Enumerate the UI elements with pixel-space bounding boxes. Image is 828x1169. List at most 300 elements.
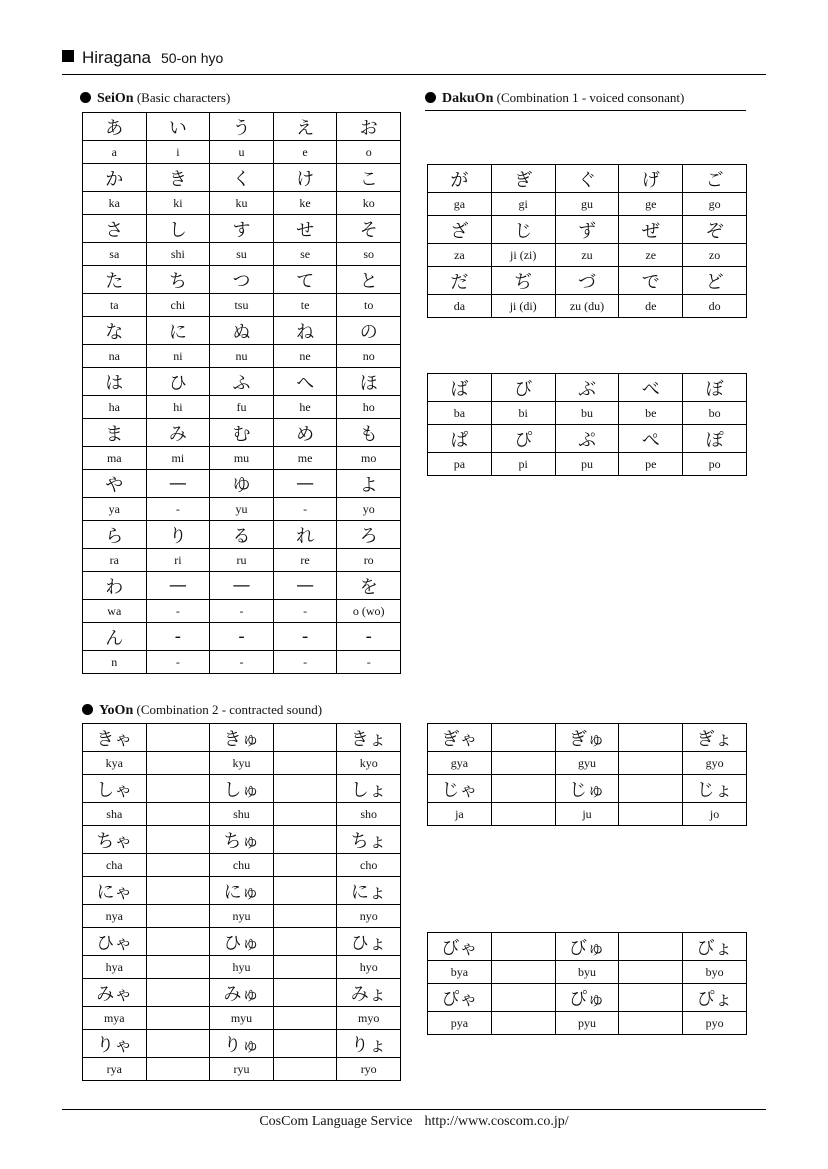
romaji-cell: ma: [83, 447, 147, 470]
kana-cell: ぺ: [619, 425, 683, 453]
romaji-cell: [146, 803, 210, 826]
kana-cell: り: [146, 521, 210, 549]
romaji-cell: hya: [83, 956, 147, 979]
kana-cell: に: [146, 317, 210, 345]
romaji-cell: gi: [491, 193, 555, 216]
yoon-table-gy-j: [427, 723, 747, 826]
romaji-cell: ze: [619, 244, 683, 267]
kana-cell: みょ: [337, 979, 401, 1007]
kana-cell: りゅ: [210, 1030, 274, 1058]
kana-cell: で: [619, 267, 683, 295]
romaji-cell: ba: [428, 402, 492, 425]
kana-cell: め: [273, 419, 337, 447]
yoon-name: YoOn: [99, 703, 134, 718]
kana-cell: りょ: [337, 1030, 401, 1058]
romaji-cell: kyu: [210, 752, 274, 775]
romaji-cell: to: [337, 294, 401, 317]
romaji-cell: bo: [683, 402, 747, 425]
romaji-cell: chu: [210, 854, 274, 877]
romaji-cell: u: [210, 141, 274, 164]
seion-name: SeiOn: [97, 91, 134, 106]
kana-row: [83, 724, 401, 752]
kana-cell: ぎ: [491, 165, 555, 193]
kana-row: [83, 215, 401, 243]
kana-row: [83, 419, 401, 447]
kana-cell: [491, 775, 555, 803]
kana-row: [83, 470, 401, 498]
romaji-cell: po: [683, 453, 747, 476]
kana-cell: じゃ: [428, 775, 492, 803]
dakuon-table-g-z-d: [427, 164, 747, 318]
romaji-row: [83, 1007, 401, 1030]
romaji-row: [83, 956, 401, 979]
kana-cell: ち: [146, 266, 210, 294]
kana-row: [428, 724, 747, 752]
romaji-cell: da: [428, 295, 492, 318]
kana-row: [83, 164, 401, 192]
romaji-cell: [146, 854, 210, 877]
romaji-cell: gyo: [683, 752, 747, 775]
kana-cell: さ: [83, 215, 147, 243]
kana-row: [83, 1030, 401, 1058]
kana-row: [428, 425, 747, 453]
romaji-cell: mya: [83, 1007, 147, 1030]
romaji-cell: ge: [619, 193, 683, 216]
romaji-cell: -: [337, 651, 401, 674]
kana-cell: [491, 724, 555, 752]
romaji-cell: shi: [146, 243, 210, 266]
romaji-row: [428, 1012, 747, 1035]
romaji-row: [83, 192, 401, 215]
kana-cell: [619, 724, 683, 752]
page-title: [62, 48, 223, 68]
kana-cell: せ: [273, 215, 337, 243]
kana-cell: が: [428, 165, 492, 193]
dakuon-desc: (Combination 1 - voiced consonant): [496, 90, 685, 105]
kana-cell: お: [337, 113, 401, 141]
kana-cell: [273, 979, 337, 1007]
yoon-heading: [82, 702, 322, 719]
romaji-row: [83, 1058, 401, 1081]
kana-cell: ず: [555, 216, 619, 244]
kana-cell: し: [146, 215, 210, 243]
romaji-cell: a: [83, 141, 147, 164]
kana-cell: ちゃ: [83, 826, 147, 854]
kana-cell: い: [146, 113, 210, 141]
footer-url[interactable]: http://www.coscom.co.jp/: [424, 1114, 569, 1129]
footer: [0, 1114, 828, 1130]
kana-cell: ん: [83, 623, 147, 651]
kana-row: [83, 928, 401, 956]
romaji-cell: hi: [146, 396, 210, 419]
kana-cell: ど: [683, 267, 747, 295]
kana-cell: ひゅ: [210, 928, 274, 956]
kana-cell: う: [210, 113, 274, 141]
romaji-cell: myo: [337, 1007, 401, 1030]
kana-row: [428, 374, 747, 402]
romaji-cell: myu: [210, 1007, 274, 1030]
romaji-cell: pu: [555, 453, 619, 476]
kana-row: [83, 317, 401, 345]
romaji-cell: pyu: [555, 1012, 619, 1035]
kana-cell: [146, 1030, 210, 1058]
romaji-row: [428, 803, 747, 826]
kana-cell: ぱ: [428, 425, 492, 453]
romaji-cell: ryu: [210, 1058, 274, 1081]
romaji-cell: ju: [555, 803, 619, 826]
kana-cell: びょ: [683, 933, 747, 961]
kana-cell: ま: [83, 419, 147, 447]
romaji-row: [83, 396, 401, 419]
romaji-cell: sho: [337, 803, 401, 826]
romaji-cell: o: [337, 141, 401, 164]
romaji-cell: ta: [83, 294, 147, 317]
romaji-cell: [146, 905, 210, 928]
romaji-cell: pi: [491, 453, 555, 476]
romaji-cell: -: [273, 498, 337, 521]
romaji-cell: byu: [555, 961, 619, 984]
kana-cell: [273, 928, 337, 956]
bottom-divider: [62, 1109, 766, 1110]
romaji-cell: -: [273, 651, 337, 674]
romaji-cell: jo: [683, 803, 747, 826]
romaji-cell: cha: [83, 854, 147, 877]
kana-cell: -: [146, 623, 210, 651]
romaji-cell: ke: [273, 192, 337, 215]
romaji-cell: mu: [210, 447, 274, 470]
romaji-cell: [273, 854, 337, 877]
romaji-cell: e: [273, 141, 337, 164]
romaji-cell: n: [83, 651, 147, 674]
kana-cell: [619, 775, 683, 803]
kana-cell: [273, 1030, 337, 1058]
romaji-cell: ra: [83, 549, 147, 572]
romaji-cell: no: [337, 345, 401, 368]
kana-cell: [146, 826, 210, 854]
kana-cell: も: [337, 419, 401, 447]
dakuon-underline: [425, 110, 746, 111]
romaji-cell: he: [273, 396, 337, 419]
kana-cell: [146, 775, 210, 803]
kana-cell: しょ: [337, 775, 401, 803]
romaji-cell: gya: [428, 752, 492, 775]
romaji-cell: -: [210, 651, 274, 674]
kana-cell: きゅ: [210, 724, 274, 752]
romaji-cell: -: [146, 651, 210, 674]
kana-row: [83, 266, 401, 294]
romaji-cell: su: [210, 243, 274, 266]
romaji-row: [83, 854, 401, 877]
romaji-cell: kya: [83, 752, 147, 775]
romaji-cell: -: [146, 498, 210, 521]
romaji-cell: pyo: [683, 1012, 747, 1035]
romaji-cell: mo: [337, 447, 401, 470]
romaji-cell: bu: [555, 402, 619, 425]
romaji-cell: sa: [83, 243, 147, 266]
kana-cell: づ: [555, 267, 619, 295]
romaji-cell: [273, 752, 337, 775]
kana-cell: け: [273, 164, 337, 192]
kana-cell: みゃ: [83, 979, 147, 1007]
romaji-cell: fu: [210, 396, 274, 419]
romaji-row: [428, 752, 747, 775]
kana-cell: ろ: [337, 521, 401, 549]
kana-row: [83, 572, 401, 600]
kana-cell: みゅ: [210, 979, 274, 1007]
kana-cell: ね: [273, 317, 337, 345]
romaji-cell: [273, 803, 337, 826]
romaji-cell: [491, 1012, 555, 1035]
romaji-cell: nyu: [210, 905, 274, 928]
kana-cell: じゅ: [555, 775, 619, 803]
kana-cell: にゃ: [83, 877, 147, 905]
kana-cell: [146, 979, 210, 1007]
kana-cell: ら: [83, 521, 147, 549]
romaji-cell: te: [273, 294, 337, 317]
kana-row: [83, 979, 401, 1007]
romaji-cell: [619, 1012, 683, 1035]
kana-cell: ぬ: [210, 317, 274, 345]
seion-table: [82, 112, 401, 674]
kana-cell: て: [273, 266, 337, 294]
kana-cell: る: [210, 521, 274, 549]
kana-cell: ぴゅ: [555, 984, 619, 1012]
romaji-cell: zu: [555, 244, 619, 267]
romaji-cell: bi: [491, 402, 555, 425]
yoon-desc: (Combination 2 - contracted sound): [136, 702, 323, 717]
romaji-row: [83, 600, 401, 623]
kana-cell: -: [337, 623, 401, 651]
kana-cell: ひゃ: [83, 928, 147, 956]
kana-cell: ぐ: [555, 165, 619, 193]
kana-cell: にょ: [337, 877, 401, 905]
romaji-cell: hyo: [337, 956, 401, 979]
kana-cell: へ: [273, 368, 337, 396]
romaji-cell: sha: [83, 803, 147, 826]
romaji-cell: za: [428, 244, 492, 267]
romaji-row: [83, 549, 401, 572]
kana-cell: じ: [491, 216, 555, 244]
romaji-cell: [273, 956, 337, 979]
kana-cell: びゃ: [428, 933, 492, 961]
kana-cell: わ: [83, 572, 147, 600]
romaji-row: [428, 961, 747, 984]
romaji-cell: be: [619, 402, 683, 425]
romaji-cell: [146, 1058, 210, 1081]
kana-cell: ぴゃ: [428, 984, 492, 1012]
romaji-row: [428, 453, 747, 476]
romaji-cell: se: [273, 243, 337, 266]
kana-row: [428, 775, 747, 803]
romaji-cell: rya: [83, 1058, 147, 1081]
romaji-cell: ru: [210, 549, 274, 572]
romaji-cell: do: [683, 295, 747, 318]
footer-company: CosCom Language Service: [259, 1114, 413, 1129]
kana-cell: か: [83, 164, 147, 192]
romaji-row: [428, 244, 747, 267]
romaji-cell: hyu: [210, 956, 274, 979]
dakuon-heading: [425, 90, 684, 107]
romaji-cell: ro: [337, 549, 401, 572]
kana-cell: -: [273, 623, 337, 651]
dakuon-name: DakuOn: [442, 91, 494, 106]
kana-cell: [273, 724, 337, 752]
kana-cell: —: [146, 572, 210, 600]
romaji-row: [83, 905, 401, 928]
romaji-row: [83, 752, 401, 775]
kana-cell: ざ: [428, 216, 492, 244]
kana-cell: [146, 724, 210, 752]
romaji-cell: byo: [683, 961, 747, 984]
romaji-cell: -: [210, 600, 274, 623]
romaji-cell: gu: [555, 193, 619, 216]
romaji-cell: wa: [83, 600, 147, 623]
seion-heading: [80, 90, 230, 107]
romaji-cell: ho: [337, 396, 401, 419]
kana-cell: と: [337, 266, 401, 294]
kana-cell: [273, 826, 337, 854]
romaji-cell: pe: [619, 453, 683, 476]
kana-cell: —: [210, 572, 274, 600]
romaji-cell: pa: [428, 453, 492, 476]
romaji-cell: pya: [428, 1012, 492, 1035]
kana-cell: [619, 984, 683, 1012]
romaji-row: [428, 402, 747, 425]
kana-cell: だ: [428, 267, 492, 295]
kana-cell: ゆ: [210, 470, 274, 498]
kana-row: [83, 113, 401, 141]
romaji-cell: [146, 1007, 210, 1030]
romaji-cell: ku: [210, 192, 274, 215]
kana-cell: ちゅ: [210, 826, 274, 854]
romaji-cell: i: [146, 141, 210, 164]
kana-cell: ぎゃ: [428, 724, 492, 752]
kana-cell: あ: [83, 113, 147, 141]
kana-cell: —: [146, 470, 210, 498]
kana-cell: ぢ: [491, 267, 555, 295]
bullet-icon: [425, 92, 436, 103]
romaji-cell: ni: [146, 345, 210, 368]
kana-row: [83, 826, 401, 854]
kana-cell: ちょ: [337, 826, 401, 854]
kana-row: [83, 775, 401, 803]
romaji-row: [83, 447, 401, 470]
bullet-icon: [82, 704, 93, 715]
romaji-cell: re: [273, 549, 337, 572]
romaji-cell: [491, 803, 555, 826]
romaji-cell: me: [273, 447, 337, 470]
kana-cell: —: [273, 572, 337, 600]
romaji-cell: tsu: [210, 294, 274, 317]
romaji-cell: [273, 905, 337, 928]
kana-cell: にゅ: [210, 877, 274, 905]
kana-cell: き: [146, 164, 210, 192]
kana-cell: きゃ: [83, 724, 147, 752]
kana-cell: ば: [428, 374, 492, 402]
romaji-cell: so: [337, 243, 401, 266]
kana-cell: -: [210, 623, 274, 651]
kana-cell: た: [83, 266, 147, 294]
kana-cell: ぷ: [555, 425, 619, 453]
kana-cell: ぎょ: [683, 724, 747, 752]
romaji-cell: [619, 803, 683, 826]
kana-cell: す: [210, 215, 274, 243]
romaji-cell: -: [146, 600, 210, 623]
romaji-cell: [491, 752, 555, 775]
square-bullet-icon: [62, 50, 74, 62]
romaji-cell: ne: [273, 345, 337, 368]
romaji-cell: ji (zi): [491, 244, 555, 267]
kana-row: [83, 623, 401, 651]
kana-row: [428, 165, 747, 193]
top-divider: [62, 74, 766, 75]
kana-cell: —: [273, 470, 337, 498]
kana-cell: ぴょ: [683, 984, 747, 1012]
kana-cell: み: [146, 419, 210, 447]
romaji-cell: ja: [428, 803, 492, 826]
romaji-cell: yo: [337, 498, 401, 521]
kana-cell: む: [210, 419, 274, 447]
kana-cell: [619, 933, 683, 961]
romaji-cell: o (wo): [337, 600, 401, 623]
kana-cell: ひ: [146, 368, 210, 396]
romaji-cell: ya: [83, 498, 147, 521]
kana-cell: え: [273, 113, 337, 141]
romaji-cell: ji (di): [491, 295, 555, 318]
kana-cell: ぴ: [491, 425, 555, 453]
romaji-row: [83, 498, 401, 521]
dakuon-table-b-p: [427, 373, 747, 476]
kana-cell: じょ: [683, 775, 747, 803]
kana-cell: ぼ: [683, 374, 747, 402]
kana-row: [428, 216, 747, 244]
kana-cell: く: [210, 164, 274, 192]
romaji-cell: nyo: [337, 905, 401, 928]
kana-cell: ひょ: [337, 928, 401, 956]
kana-cell: きょ: [337, 724, 401, 752]
romaji-cell: [273, 1007, 337, 1030]
kana-cell: や: [83, 470, 147, 498]
romaji-cell: nu: [210, 345, 274, 368]
kana-row: [428, 267, 747, 295]
romaji-cell: [491, 961, 555, 984]
kana-cell: ぽ: [683, 425, 747, 453]
kana-cell: ぜ: [619, 216, 683, 244]
romaji-cell: yu: [210, 498, 274, 521]
title-subtitle: 50-on hyo: [161, 50, 224, 66]
kana-cell: [491, 933, 555, 961]
romaji-cell: cho: [337, 854, 401, 877]
title-main: Hiragana: [82, 48, 151, 67]
kana-cell: びゅ: [555, 933, 619, 961]
kana-cell: ほ: [337, 368, 401, 396]
kana-cell: しゅ: [210, 775, 274, 803]
kana-cell: そ: [337, 215, 401, 243]
kana-cell: べ: [619, 374, 683, 402]
kana-row: [428, 984, 747, 1012]
romaji-cell: kyo: [337, 752, 401, 775]
kana-cell: は: [83, 368, 147, 396]
kana-cell: [491, 984, 555, 1012]
romaji-cell: ko: [337, 192, 401, 215]
romaji-cell: ka: [83, 192, 147, 215]
yoon-table-basic: [82, 723, 401, 1081]
romaji-cell: [146, 752, 210, 775]
romaji-row: [83, 243, 401, 266]
romaji-cell: chi: [146, 294, 210, 317]
romaji-cell: [146, 956, 210, 979]
kana-cell: こ: [337, 164, 401, 192]
